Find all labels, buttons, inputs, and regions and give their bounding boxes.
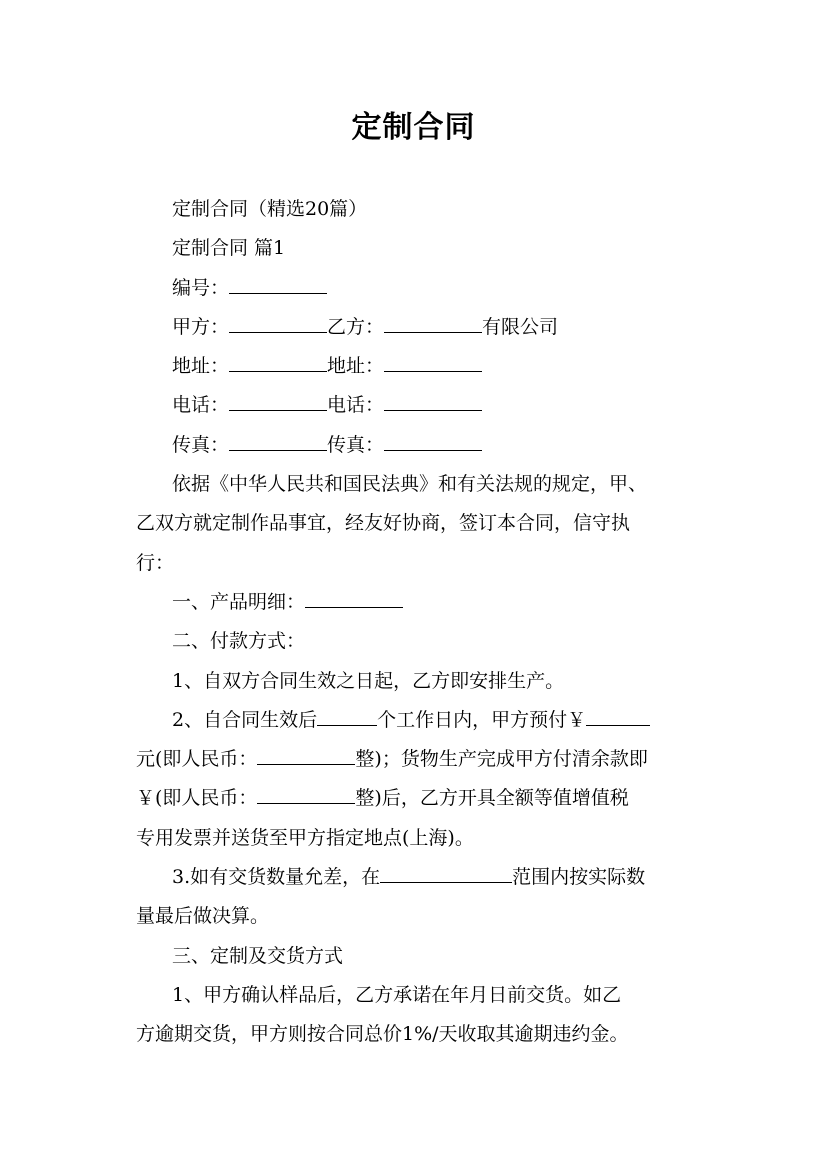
working-days-blank bbox=[317, 705, 377, 726]
party-b-suffix: 有限公司 bbox=[482, 315, 559, 338]
product-details-blank bbox=[305, 587, 403, 608]
prepay-amount-blank bbox=[586, 705, 650, 726]
party-b-label: 乙方： bbox=[327, 315, 385, 338]
clause-2-text-f: 整)后，乙方开具全额等值增值税 bbox=[355, 787, 629, 810]
clause-2-text-c: 元(即人民币： bbox=[136, 748, 258, 771]
intro-line-2: 乙双方就定制作品事宜，经友好协商，签订本合同，信守执 bbox=[136, 512, 631, 535]
phone-a-blank bbox=[229, 391, 327, 412]
phone-a-label: 电话： bbox=[172, 394, 230, 417]
address-b-blank bbox=[384, 351, 482, 372]
intro-line-1: 依据《中华人民共和国民法典》和有关法规的规定，甲、 bbox=[172, 473, 648, 496]
fax-b-blank bbox=[384, 430, 482, 451]
party-row bbox=[172, 308, 707, 347]
address-b-label: 地址： bbox=[327, 355, 385, 378]
party-b-blank bbox=[384, 312, 482, 333]
clause-2-text-e: ￥(即人民币： bbox=[136, 787, 258, 810]
payment-clause-2-line-2 bbox=[136, 740, 707, 779]
balance-rmb-blank bbox=[257, 784, 355, 805]
clause-2-text-d: 整)；货物生产完成甲方付清余款即 bbox=[355, 748, 648, 771]
section-1-heading: 一、产品明细： bbox=[172, 590, 306, 613]
address-row bbox=[172, 347, 707, 386]
section-3-heading: 三、定制及交货方式 bbox=[172, 944, 344, 967]
fax-row bbox=[172, 426, 707, 465]
fax-a-blank bbox=[229, 430, 327, 451]
payment-clause-3-line-2: 量最后做决算。 bbox=[136, 905, 270, 928]
party-a-label: 甲方： bbox=[172, 315, 230, 338]
delivery-clause-1-line-2: 方逾期交货，甲方则按合同总价1%/天收取其逾期违约金。 bbox=[136, 1023, 629, 1046]
phone-b-blank bbox=[384, 391, 482, 412]
party-a-blank bbox=[229, 312, 327, 333]
clause-2-text-a: 2、自合同生效后 bbox=[172, 708, 318, 731]
tolerance-blank bbox=[380, 862, 512, 883]
phone-b-label: 电话： bbox=[327, 394, 385, 417]
payment-clause-3-line-1 bbox=[172, 858, 707, 897]
section-2-heading: 二、付款方式： bbox=[172, 630, 306, 653]
payment-clause-2-line-1 bbox=[172, 701, 707, 740]
clause-3-text-b: 范围内按实际数 bbox=[512, 866, 646, 889]
phone-row bbox=[172, 386, 707, 425]
intro-line-3: 行： bbox=[136, 551, 175, 574]
document-body bbox=[136, 190, 707, 1055]
product-details-row bbox=[172, 583, 707, 622]
payment-clause-2-line-4: 专用发票并送货至甲方指定地点(上海)。 bbox=[136, 826, 474, 849]
document-title: 定制合同 bbox=[351, 110, 476, 145]
fax-b-label: 传真： bbox=[327, 433, 385, 456]
subtitle: 定制合同（精选20篇） bbox=[172, 198, 368, 220]
address-a-label: 地址： bbox=[172, 355, 230, 378]
delivery-clause-1-line-1: 1、甲方确认样品后，乙方承诺在年月日前交货。如乙 bbox=[172, 983, 622, 1006]
number-label: 编号： bbox=[172, 276, 230, 299]
payment-clause-1: 1、自双方合同生效之日起，乙方即安排生产。 bbox=[172, 669, 565, 692]
prepay-rmb-blank bbox=[257, 744, 355, 765]
section-heading: 定制合同 篇1 bbox=[172, 237, 286, 260]
clause-3-text-a: 3.如有交货数量允差，在 bbox=[172, 866, 381, 889]
clause-2-text-b: 个工作日内，甲方预付￥ bbox=[377, 708, 587, 731]
number-blank bbox=[229, 273, 327, 294]
fax-a-label: 传真： bbox=[172, 433, 230, 456]
number-row bbox=[172, 269, 707, 308]
payment-clause-2-line-3 bbox=[136, 779, 707, 818]
address-a-blank bbox=[229, 351, 327, 372]
